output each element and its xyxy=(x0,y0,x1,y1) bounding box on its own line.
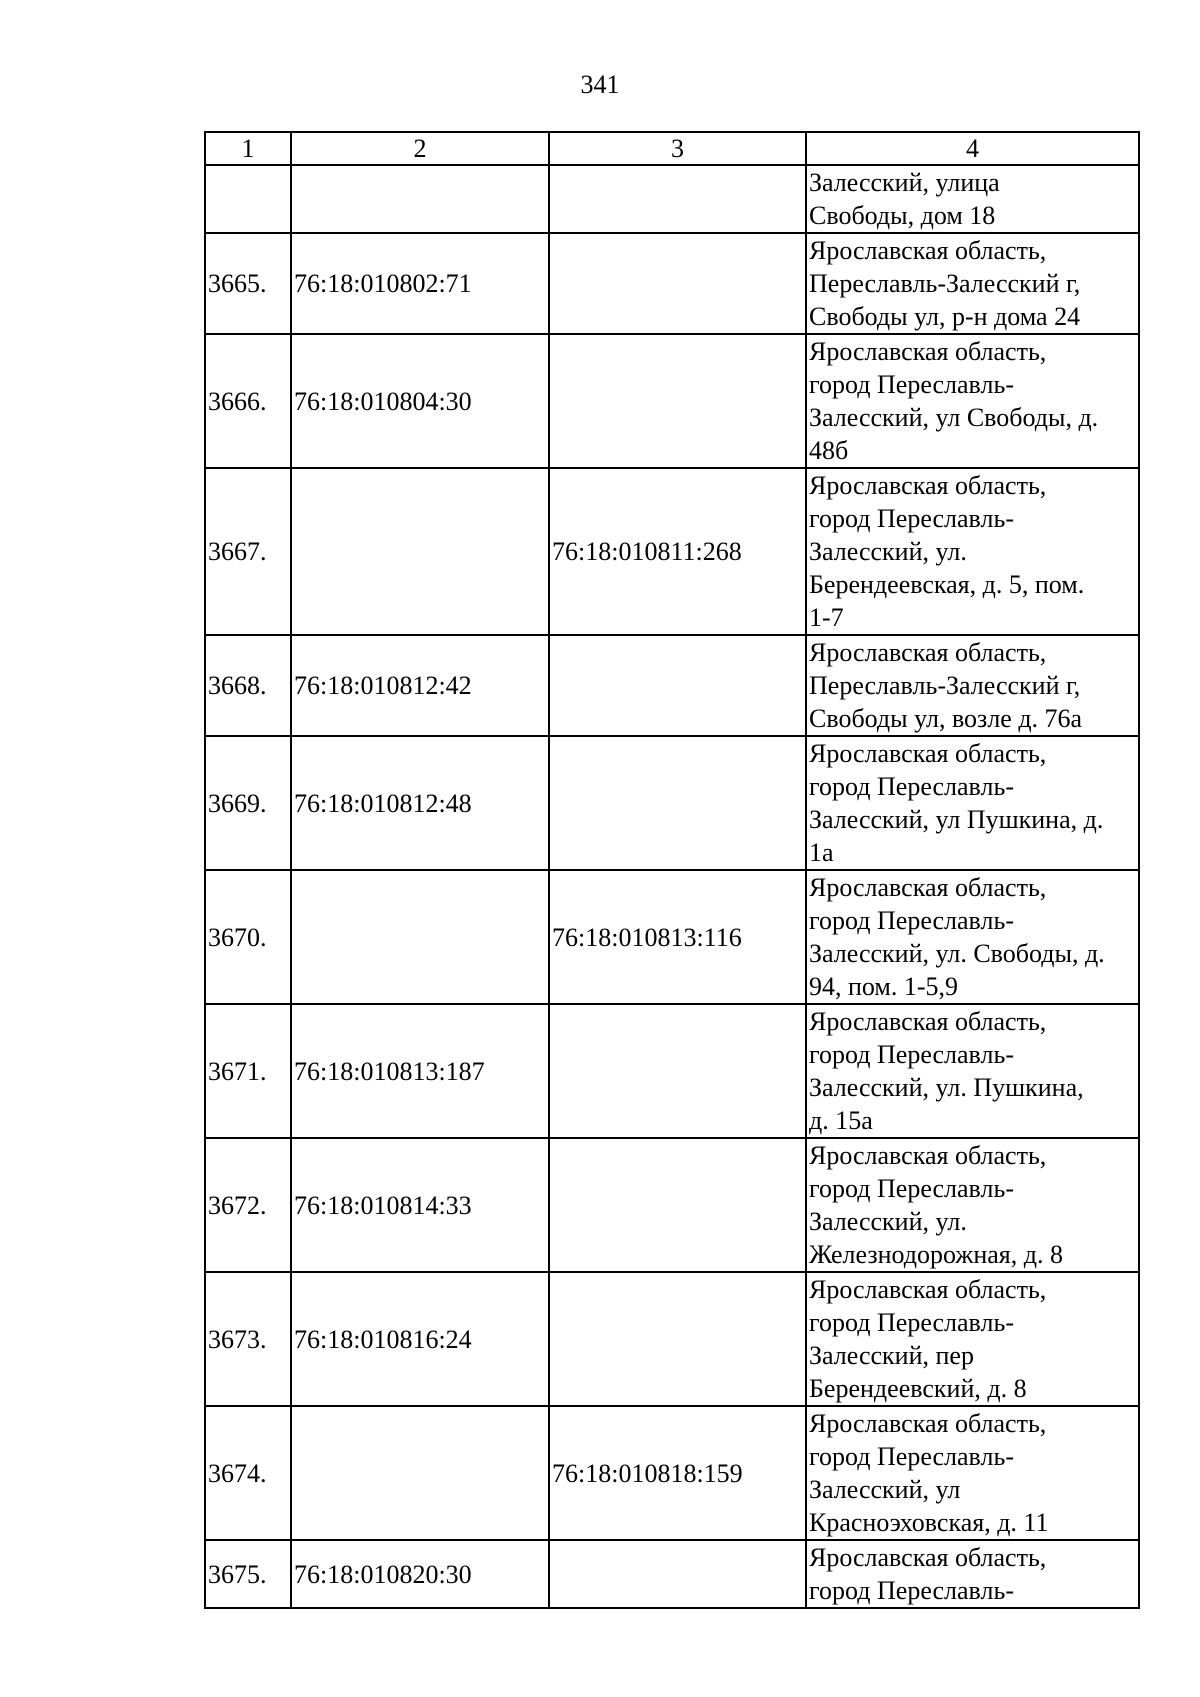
table-row xyxy=(205,1540,1139,1608)
cadastral-number-alt-cell xyxy=(549,1540,806,1608)
table-row xyxy=(205,736,1139,870)
row-number-cell: 3665. xyxy=(205,233,291,334)
cadastral-number-alt-cell xyxy=(549,1138,806,1272)
cadastral-number-cell xyxy=(291,1406,549,1540)
cadastral-number-alt-cell: 76:18:010818:159 xyxy=(549,1406,806,1540)
cadastral-number-cell: 76:18:010812:48 xyxy=(291,736,549,870)
cadastral-number-cell: 76:18:010813:187 xyxy=(291,1004,549,1138)
row-number-cell: 3668. xyxy=(205,635,291,736)
cadastral-number-cell xyxy=(291,870,549,1004)
table-row xyxy=(205,334,1139,468)
address-cell: Ярославская область, город Переславль- Залесский, пер Берендеевский, д. 8 xyxy=(806,1272,1139,1406)
registry-table xyxy=(204,131,1140,1609)
cadastral-number-alt-cell xyxy=(549,1004,806,1138)
table-row xyxy=(205,468,1139,635)
address-cell: Ярославская область, город Переславль- Залесский, ул. Свободы, д. 94, пом. 1-5,9 xyxy=(806,870,1139,1004)
column-header-3: 3 xyxy=(549,132,806,165)
cadastral-number-cell xyxy=(291,165,549,233)
table-row xyxy=(205,1406,1139,1540)
cadastral-number-alt-cell xyxy=(549,165,806,233)
row-number-cell: 3670. xyxy=(205,870,291,1004)
address-cell: Ярославская область, город Переславль- Залесский, ул. Пушкина, д. 15а xyxy=(806,1004,1139,1138)
cadastral-number-alt-cell xyxy=(549,233,806,334)
row-number-cell: 3674. xyxy=(205,1406,291,1540)
table-row xyxy=(205,635,1139,736)
table-row xyxy=(205,1138,1139,1272)
column-header-2: 2 xyxy=(291,132,549,165)
address-cell: Ярославская область, город Переславль- xyxy=(806,1540,1139,1608)
address-cell: Ярославская область, город Переславль- Залесский, ул. Берендеевская, д. 5, пом. 1-7 xyxy=(806,468,1139,635)
row-number-cell: 3667. xyxy=(205,468,291,635)
table-row xyxy=(205,870,1139,1004)
row-number-cell: 3666. xyxy=(205,334,291,468)
cadastral-number-cell: 76:18:010812:42 xyxy=(291,635,549,736)
table-row xyxy=(205,1272,1139,1406)
table-row xyxy=(205,1004,1139,1138)
address-cell: Ярославская область, Переславль-Залесский г, Свободы ул, возле д. 76а xyxy=(806,635,1139,736)
page-number: 341 xyxy=(580,70,620,99)
address-cell: Ярославская область, город Переславль- Залесский, ул. Железнодорожная, д. 8 xyxy=(806,1138,1139,1272)
row-number-cell: 3671. xyxy=(205,1004,291,1138)
address-cell: Ярославская область, Переславль-Залесский г, Свободы ул, р-н дома 24 xyxy=(806,233,1139,334)
cadastral-number-alt-cell xyxy=(549,635,806,736)
address-cell: Ярославская область, город Переславль- Залесский, ул Пушкина, д. 1а xyxy=(806,736,1139,870)
cadastral-number-cell: 76:18:010802:71 xyxy=(291,233,549,334)
table-body xyxy=(205,165,1139,1608)
cadastral-number-cell: 76:18:010804:30 xyxy=(291,334,549,468)
cadastral-number-alt-cell xyxy=(549,736,806,870)
row-number-cell: 3669. xyxy=(205,736,291,870)
cadastral-number-alt-cell: 76:18:010811:268 xyxy=(549,468,806,635)
row-number-cell: 3675. xyxy=(205,1540,291,1608)
cadastral-number-cell: 76:18:010820:30 xyxy=(291,1540,549,1608)
cadastral-number-alt-cell xyxy=(549,1272,806,1406)
address-cell: Ярославская область, город Переславль- Залесский, ул Свободы, д. 48б xyxy=(806,334,1139,468)
address-cell: Залесский, улица Свободы, дом 18 xyxy=(806,165,1139,233)
row-number-cell: 3672. xyxy=(205,1138,291,1272)
cadastral-number-cell: 76:18:010814:33 xyxy=(291,1138,549,1272)
cadastral-number-cell: 76:18:010816:24 xyxy=(291,1272,549,1406)
table-row xyxy=(205,165,1139,233)
row-number-cell: 3673. xyxy=(205,1272,291,1406)
cadastral-number-alt-cell xyxy=(549,334,806,468)
address-cell: Ярославская область, город Переславль- Залесский, ул Красноэховская, д. 11 xyxy=(806,1406,1139,1540)
column-header-4: 4 xyxy=(806,132,1139,165)
row-number-cell xyxy=(205,165,291,233)
column-header-1: 1 xyxy=(205,132,291,165)
table-row xyxy=(205,233,1139,334)
table-header-row xyxy=(205,132,1139,165)
cadastral-number-alt-cell: 76:18:010813:116 xyxy=(549,870,806,1004)
cadastral-number-cell xyxy=(291,468,549,635)
